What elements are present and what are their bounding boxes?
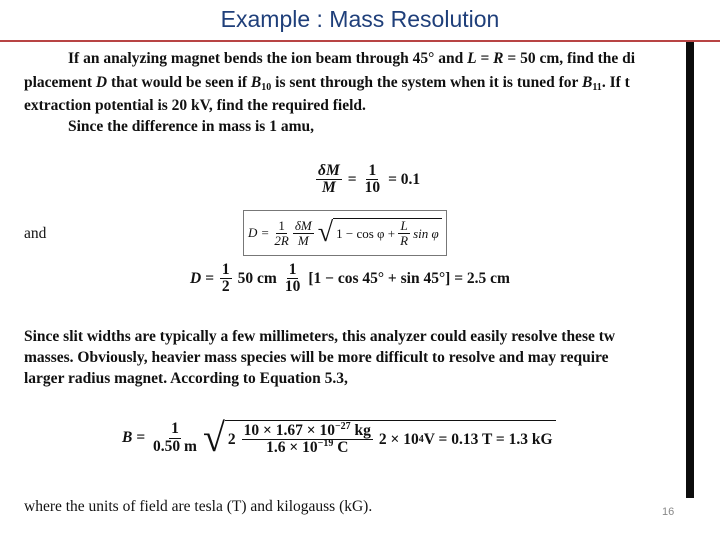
problem-line-2: placement D that would be seen if $B_{10}$ is sent through the system when it is tuned for $B_{11}$. If t: [24, 74, 630, 93]
equation-field-strength: B = $\frac{1}{0.50 m}$ √ 2 $\frac{10 \times 1.67 \times 10^{-27} kg}{1.6 \times 10^{-19} C}$ 2 × 10 4 V = 0.13 T = 1.3 kG: [122, 418, 556, 458]
problem-line-4: Since the difference in mass is 1 amu,: [68, 118, 314, 135]
equation-displacement-formula: D = $\frac{1}{2R}$ $\frac{\delta M}{M}$ √ 1 − cos φ + $\frac{L}{R}$ sin φ: [243, 210, 447, 256]
problem-line-3: extraction potential is 20 kV, find the required field.: [24, 97, 366, 114]
footer-line: where the units of field are tesla (T) and kilogauss (kG).: [24, 498, 373, 515]
scan-edge: [686, 42, 694, 498]
paragraph-line-2: masses. Obviously, heavier mass species will be more difficult to resolve and may require: [24, 349, 609, 366]
paragraph-line-3: larger radius magnet. According to Equation 5.3,: [24, 370, 348, 387]
equation-mass-ratio: $\frac{\delta M}{M}$ = $\frac{1}{10}$ = 0.1: [318, 162, 421, 197]
problem-line-1: If an analyzing magnet bends the ion beam through 45° and L = R = 50 cm, find the di: [68, 50, 636, 67]
page-number: 16: [662, 506, 675, 518]
equation-displacement-value: D = $\frac{1}{2}$ 50 cm $\frac{1}{10}$ [1 − cos 45° + sin 45°] = 2.5 cm: [190, 261, 510, 296]
title-divider: [0, 40, 720, 42]
slide-title: Example : Mass Resolution: [220, 6, 500, 32]
paragraph-line-1: Since slit widths are typically a few millimeters, this analyzer could easily resolve these tw: [24, 328, 616, 345]
and-label: and: [24, 225, 47, 242]
